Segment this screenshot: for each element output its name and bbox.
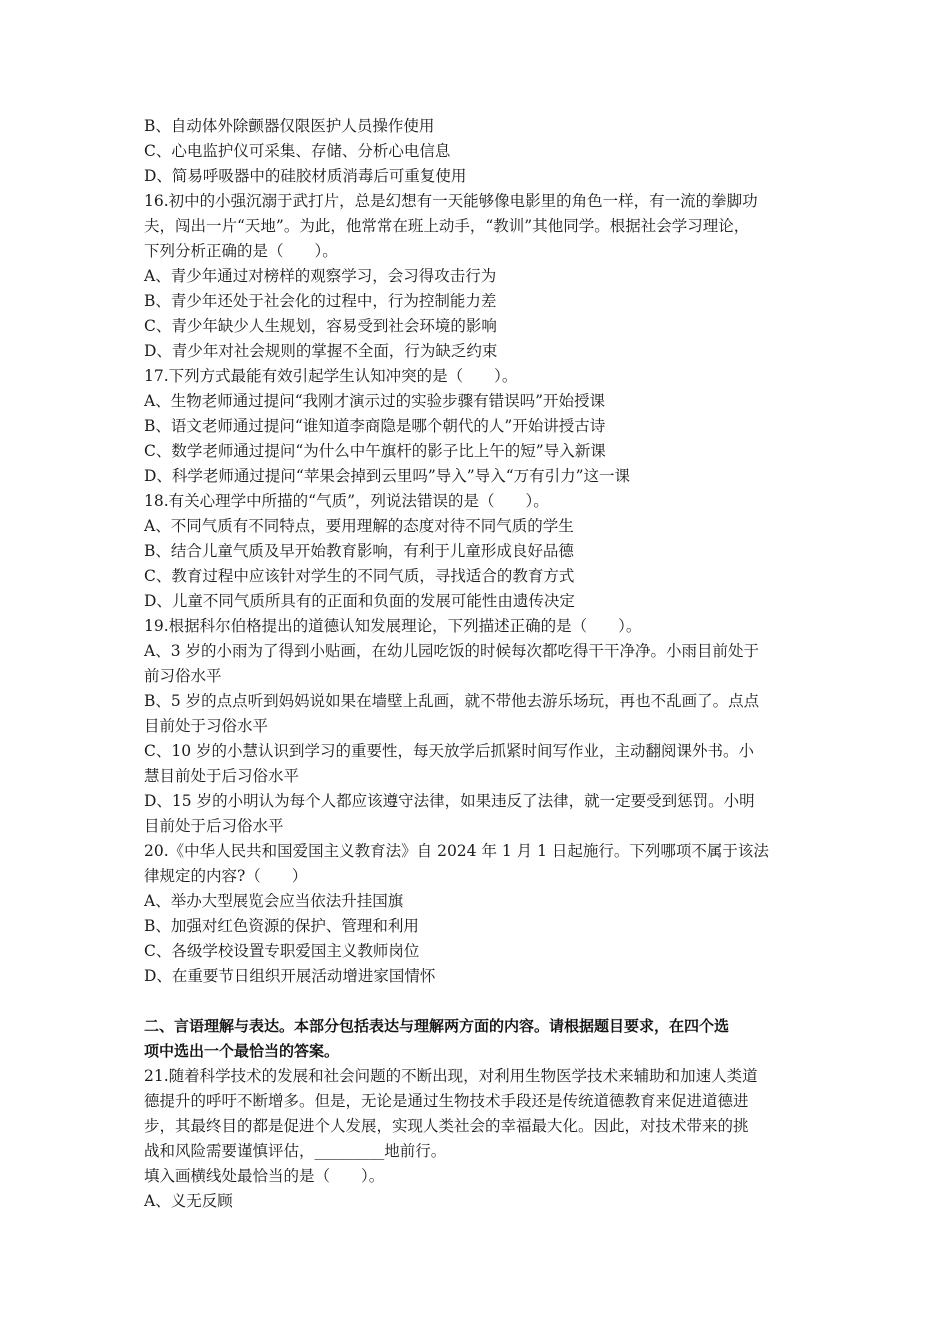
- question-19-option-d: D、15 岁的小明认为每个人都应该遵守法律，如果违反了法律，就一定要受到惩罚。小明: [144, 792, 755, 810]
- question-18-stem: 18.有关心理学中所描的“气质”，列说法错误的是（ ）。: [144, 492, 549, 510]
- question-19-option-b: B、5 岁的点点听到妈妈说如果在墙壁上乱画，就不带他去游乐场玩，再也不乱画了。点点: [144, 692, 760, 710]
- document-body: [144, 114, 810, 1214]
- question-21-option-a: A、义无反顾: [144, 1192, 233, 1210]
- question-20-option-d: D、在重要节日组织开展活动增进家国情怀: [144, 967, 436, 985]
- section-2-heading: [144, 1014, 810, 1064]
- question-17-option-b: B、语文老师通过提问“谁知道李商隐是哪个朝代的人”开始讲授古诗: [144, 417, 606, 435]
- question-17-option-d: D、科学老师通过提问“苹果会掉到云里吗”导入”导入“万有引力”这一课: [144, 467, 631, 485]
- option-d: D、简易呼吸器中的硅胶材质消毒后可重复使用: [144, 167, 467, 185]
- question-17-option-c: C、数学老师通过提问“为什么中午旗杆的影子比上午的短”导入新课: [144, 442, 606, 460]
- question-19-option-c: C、10 岁的小慧认识到学习的重要性，每天放学后抓紧时间写作业，主动翻阅课外书。小: [144, 742, 755, 760]
- question-17-option-a: A、生物老师通过提问“我刚才演示过的实验步骤有错误吗”开始授课: [144, 392, 606, 410]
- question-18-option-c: C、教育过程中应该针对学生的不同气质，寻找适合的教育方式: [144, 567, 575, 585]
- section-spacer: [144, 989, 810, 1014]
- option-c: C、心电监护仪可采集、存储、分析心电信息: [144, 142, 451, 160]
- section-heading-line: 二、言语理解与表达。本部分包括表达与理解两方面的内容。请根据题目要求，在四个选: [144, 1017, 730, 1035]
- question-16-option-d: D、青少年对社会规则的掌握不全面，行为缺乏约束: [144, 342, 498, 360]
- section-heading-line: 项中选出一个最恰当的答案。: [144, 1042, 340, 1060]
- question-21-stem-line: 21.随着科学技术的发展和社会问题的不断出现，对利用生物医学技术来辅助和加速人类道: [144, 1067, 758, 1085]
- question-19-option-b-cont: 目前处于习俗水平: [144, 717, 269, 735]
- question-20-option-c: C、各级学校设置专职爱国主义教师岗位: [144, 942, 420, 960]
- question-21-stem-line: 德提升的呼吁不断增多。但是，无论是通过生物技术手段还是传统道德教育来促进道德进: [144, 1092, 749, 1110]
- question-16-stem-line: 下列分析正确的是（ ）。: [144, 242, 338, 260]
- question-19-option-c-cont: 慧目前处于后习俗水平: [144, 767, 300, 785]
- question-21-stem-line: 战和风险需要谨慎评估，_________地前行。: [144, 1142, 447, 1160]
- question-19-option-a: A、3 岁的小雨为了得到小贴画，在幼儿园吃饭的时候每次都吃得干干净净。小雨目前处于: [144, 642, 759, 660]
- question-16-stem-line: 夫，闯出一片“天地”。为此，他常常在班上动手，“教训”其他同学。根据社会学习理论，: [144, 217, 750, 235]
- question-20-stem-line: 律规定的内容?（ ）: [144, 867, 308, 885]
- question-16-stem-line: 16.初中的小强沉溺于武打片，总是幻想有一天能够像电影里的角色一样，有一流的拳脚功: [144, 192, 758, 210]
- question-20-option-b: B、加强对红色资源的保护、管理和利用: [144, 917, 419, 935]
- question-18-option-a: A、不同气质有不同特点，要用理解的态度对待不同气质的学生: [144, 517, 574, 535]
- question-19: [144, 614, 810, 839]
- question-21-prompt: 填入画横线处最恰当的是（ ）。: [144, 1167, 385, 1185]
- question-16-option-a: A、青少年通过对榜样的观察学习，会习得攻击行为: [144, 267, 497, 285]
- question-20-option-a: A、举办大型展览会应当依法升挂国旗: [144, 892, 404, 910]
- question-18-option-b: B、结合儿童气质及早开始教育影响，有利于儿童形成良好品德: [144, 542, 574, 560]
- question-19-option-d-cont: 目前处于后习俗水平: [144, 817, 284, 835]
- question-19-stem: 19.根据科尔伯格提出的道德认知发展理论，下列描述正确的是（ ）。: [144, 617, 642, 635]
- question-16: [144, 189, 810, 364]
- question-19-option-a-cont: 前习俗水平: [144, 667, 222, 685]
- question-21-stem-line: 步，其最终目的都是促进个人发展，实现人类社会的幸福最大化。因此，对技术带来的挑: [144, 1117, 749, 1135]
- question-17: [144, 364, 810, 489]
- question-21: [144, 1064, 810, 1214]
- question-20-stem-line: 20.《中华人民共和国爱国主义教育法》自 2024 年 1 月 1 日起施行。下列哪项不属于该法: [144, 842, 769, 860]
- question-20: [144, 839, 810, 989]
- question-18: [144, 489, 810, 614]
- question-16-option-c: C、青少年缺少人生规划，容易受到社会环境的影响: [144, 317, 497, 335]
- question-16-option-b: B、青少年还处于社会化的过程中，行为控制能力差: [144, 292, 497, 310]
- question-17-stem: 17.下列方式最能有效引起学生认知冲突的是（ ）。: [144, 367, 518, 385]
- option-b: B、自动体外除颤器仅限医护人员操作使用: [144, 117, 435, 135]
- question-18-option-d: D、儿童不同气质所具有的正面和负面的发展可能性由遗传决定: [144, 592, 575, 610]
